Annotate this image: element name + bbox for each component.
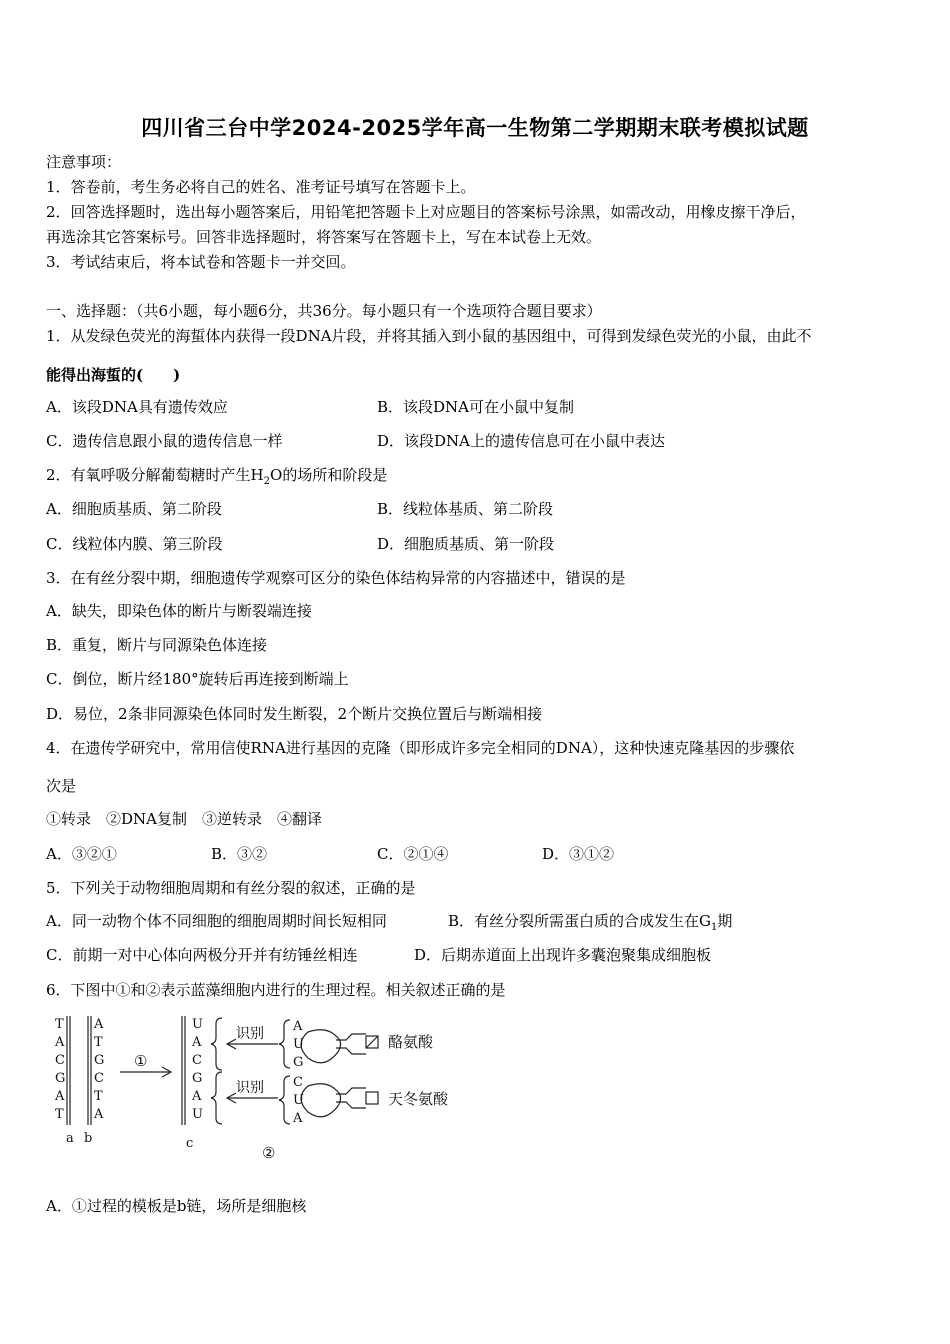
strand-b-base: A: [94, 1107, 104, 1122]
strand-b-base: G: [94, 1053, 105, 1068]
page-title: 四川省三台中学2024-2025学年高一生物第二学期期末联考模拟试题: [141, 116, 809, 140]
amino-acid-label: 天冬氨酸: [388, 1090, 449, 1108]
q5-option-a: A．同一动物个体不同细胞的细胞周期时间长短相同: [46, 912, 387, 930]
transcription-translation-diagram: [50, 1010, 470, 1170]
q5-stem: 5．下列关于动物细胞周期和有丝分裂的叙述，正确的是: [46, 879, 416, 897]
q1-option-c: C．遗传信息跟小鼠的遗传信息一样: [46, 432, 283, 450]
strand-b-base: C: [94, 1071, 104, 1086]
strand-a-base: A: [55, 1035, 65, 1050]
notice-item: 3．考试结束后，将本试卷和答题卡一并交回。: [46, 253, 356, 271]
q4-option-c: C．②①④: [377, 845, 449, 863]
notice-item: 再选涂其它答案标号。回答非选择题时，将答案写在答题卡上，写在本试卷上无效。: [46, 228, 602, 246]
strand-a-base: T: [55, 1017, 64, 1032]
q1-option-b: B．该段DNA可在小鼠中复制: [377, 398, 575, 416]
q4-option-d: D．③①②: [542, 845, 615, 863]
anticodon-base: A: [293, 1111, 303, 1126]
q2-option-a: A．细胞质基质、第二阶段: [46, 500, 222, 518]
anticodon-base: C: [293, 1075, 303, 1090]
strand-a-base: G: [55, 1071, 66, 1086]
q3-option-a: A．缺失，即染色体的断片与断裂端连接: [46, 602, 312, 620]
q1-option-d: D．该段DNA上的遗传信息可在小鼠中表达: [377, 432, 666, 450]
q6-option-a: A．①过程的模板是b链，场所是细胞核: [46, 1197, 307, 1215]
q3-stem: 3．在有丝分裂中期，细胞遗传学观察可区分的染色体结构异常的内容描述中，错误的是: [46, 569, 626, 587]
amino-acid-label: 酪氨酸: [388, 1033, 434, 1051]
process-2-label: ②: [262, 1144, 276, 1162]
q4-option-b: B．③②: [211, 845, 268, 863]
process-1-label: ①: [134, 1052, 148, 1070]
anticodon-base: U: [293, 1037, 304, 1052]
anticodon-base: G: [293, 1055, 304, 1070]
q6-stem: 6．下图中①和②表示蓝藻细胞内进行的生理过程。相关叙述正确的是: [46, 981, 506, 999]
q4-stem: 4．在遗传学研究中，常用信使RNA进行基因的克隆（即形成许多完全相同的DNA），这种快速克隆基因的步骤依: [46, 739, 795, 757]
recognize-label: 识别: [236, 1026, 264, 1042]
strand-label: b: [84, 1131, 93, 1146]
notice-heading: 注意事项：: [46, 153, 122, 171]
q1-stem: 能得出海蜇的( ): [46, 366, 181, 384]
q1-option-a: A．该段DNA具有遗传效应: [46, 398, 228, 416]
strand-c-base: U: [192, 1017, 203, 1032]
strand-c-base: U: [192, 1107, 203, 1122]
q2-stem: 2．有氧呼吸分解葡萄糖时产生$H_2O$的场所和阶段是: [46, 466, 388, 487]
recognize-label: 识别: [236, 1080, 264, 1096]
strand-c-base: C: [192, 1053, 202, 1068]
anticodon-base: A: [293, 1019, 303, 1034]
section-heading: 一、选择题：（共6小题，每小题6分，共36分。每小题只有一个选项符合题目要求）: [46, 302, 602, 320]
q3-option-d: D．易位，2条非同源染色体同时发生断裂，2个断片交换位置后与断端相接: [46, 705, 543, 723]
q3-option-b: B．重复，断片与同源染色体连接: [46, 636, 268, 654]
q2-option-b: B．线粒体基质、第二阶段: [377, 500, 554, 518]
q1-stem: 1．从发绿色荧光的海蜇体内获得一段DNA片段，并将其插入到小鼠的基因组中，可得到发绿色荧光的小鼠，由此不: [46, 327, 812, 345]
q4-option-a: A．③②①: [46, 845, 117, 863]
q5-option-c: C．前期一对中心体向两极分开并有纺锤丝相连: [46, 946, 358, 964]
q4-steps: ①转录 ②DNA复制 ③逆转录 ④翻译: [46, 810, 322, 828]
strand-label: a: [66, 1131, 74, 1146]
strand-a-base: T: [55, 1107, 64, 1122]
q4-stem: 次是: [46, 777, 77, 795]
strand-c-base: G: [192, 1071, 203, 1086]
strand-b-base: T: [94, 1035, 103, 1050]
anticodon-base: U: [293, 1093, 304, 1108]
q2-option-c: C．线粒体内膜、第三阶段: [46, 535, 223, 553]
strand-a-base: C: [55, 1053, 65, 1068]
notice-item: 2．回答选择题时，选出每小题答案后，用铅笔把答题卡上对应题目的答案标号涂黑，如需改动，用橡皮擦干净后，: [46, 203, 806, 221]
strand-label: c: [186, 1136, 194, 1151]
strand-b-base: A: [94, 1017, 104, 1032]
strand-c-base: A: [192, 1035, 202, 1050]
strand-c-base: A: [192, 1089, 202, 1104]
q5-option-b: B．有丝分裂所需蛋白质的合成发生在$G_1$期: [448, 912, 733, 933]
q3-option-c: C．倒位，断片经180°旋转后再连接到断端上: [46, 670, 349, 688]
q2-option-d: D．细胞质基质、第一阶段: [377, 535, 555, 553]
strand-b-base: T: [94, 1089, 103, 1104]
notice-item: 1．答卷前，考生务必将自己的姓名、准考证号填写在答题卡上。: [46, 178, 476, 196]
q5-option-d: D．后期赤道面上出现许多囊泡聚集成细胞板: [414, 946, 712, 964]
strand-a-base: A: [55, 1089, 65, 1104]
